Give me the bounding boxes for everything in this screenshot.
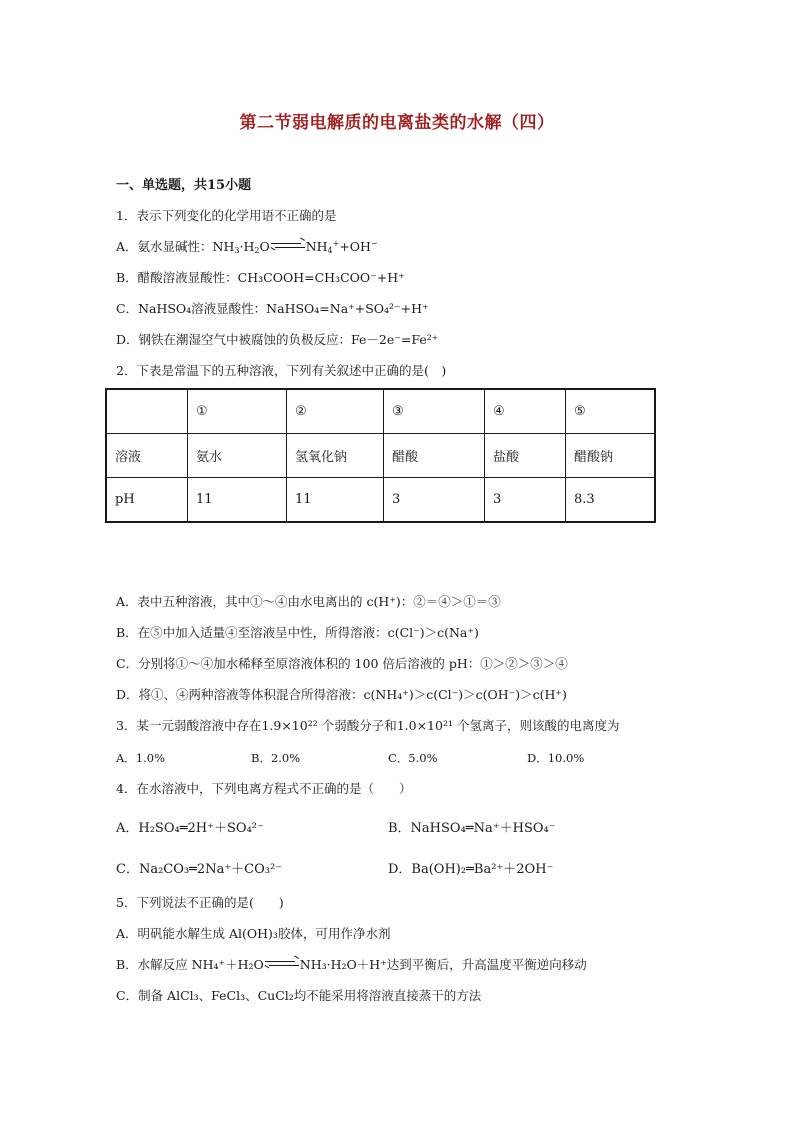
table-cell: 溶液	[106, 434, 188, 478]
table-cell: 8.3	[566, 478, 656, 523]
q4-option-a: A．H₂SO₄═2H⁺＋SO₄²⁻	[116, 821, 264, 836]
table-row	[106, 389, 655, 434]
reversible-arrow-icon	[271, 241, 305, 251]
q3-option-c: C．5.0%	[388, 751, 438, 765]
table-cell: ①	[188, 389, 287, 434]
q3-stem: 3．某一元弱酸溶液中存在1.9×10²² 个弱酸分子和1.0×10²¹ 个氢离子，则该酸的电离度为	[116, 718, 620, 733]
table-cell: ③	[384, 389, 485, 434]
q3-option-b: B．2.0%	[251, 751, 301, 765]
q4-option-d: D．Ba(OH)₂═Ba²⁺＋2OH⁻	[388, 862, 554, 877]
table-cell	[106, 389, 188, 434]
q1-option-d: D．钢铁在潮湿空气中被腐蚀的负极反应：Fe－2e⁻=Fe²⁺	[116, 332, 439, 347]
table-cell: 3	[384, 478, 485, 523]
table-cell: ⑤	[566, 389, 656, 434]
q1-stem: 1．表示下列变化的化学用语不正确的是	[116, 208, 337, 223]
q2-stem: 2．下表是常温下的五种溶液，下列有关叙述中正确的是( )	[116, 363, 447, 378]
table-cell: 11	[188, 478, 287, 523]
solutions-table	[105, 388, 656, 523]
table-cell: 醋酸钠	[566, 434, 656, 478]
q1-option-b: B．醋酸溶液显酸性：CH₃COOH=CH₃COO⁻+H⁺	[116, 270, 405, 285]
table-cell: 氢氧化钠	[287, 434, 384, 478]
q2-option-b: B．在⑤中加入适量④至溶液呈中性，所得溶液：c(Cl⁻)＞c(Na⁺)	[116, 625, 479, 640]
table-cell: ④	[485, 389, 566, 434]
q5-option-c: C．制备 AlCl₃、FeCl₃、CuCl₂均不能采用将溶液直接蒸干的方法	[116, 988, 482, 1003]
q3-option-a: A．1.0%	[116, 751, 166, 765]
table-cell: 氨水	[188, 434, 287, 478]
section-heading: 一、单选题，共15小题	[116, 178, 252, 193]
q2-option-d: D．将①、④两种溶液等体积混合所得溶液：c(NH₄⁺)＞c(Cl⁻)＞c(OH⁻)＞c(H⁺)	[116, 687, 567, 702]
table-cell: pH	[106, 478, 188, 523]
q3-option-d: D．10.0%	[527, 751, 585, 765]
q5-option-b: B．水解反应 NH₄⁺＋H₂O NH₃·H₂O＋H⁺达到平衡后，升高温度平衡逆向移动	[116, 957, 587, 972]
table-cell: ②	[287, 389, 384, 434]
q1-option-c: C．NaHSO₄溶液显酸性：NaHSO₄=Na⁺+SO₄²⁻+H⁺	[116, 301, 429, 316]
table-cell: 醋酸	[384, 434, 485, 478]
q4-stem: 4．在水溶液中，下列电离方程式不正确的是（ ）	[116, 781, 412, 796]
q4-option-c: C．Na₂CO₃═2Na⁺＋CO₃²⁻	[116, 862, 283, 877]
table-row	[106, 478, 655, 523]
table-cell: 11	[287, 478, 384, 523]
q5-stem: 5．下列说法不正确的是( )	[116, 895, 284, 910]
q2-option-c: C．分别将①～④加水稀释至原溶液体积的 100 倍后溶液的 pH：①＞②＞③＞④	[116, 656, 568, 671]
table-cell: 盐酸	[485, 434, 566, 478]
reversible-arrow-icon	[265, 959, 299, 969]
q1-option-a: A．氨水显碱性：$NH_3\cdot H_2O$ $NH_4^++OH^-$	[116, 239, 378, 255]
table-row	[106, 434, 655, 478]
page-title: 第二节弱电解质的电离盐类的水解（四）	[239, 113, 555, 133]
q4-option-b: B．NaHSO₄═Na⁺＋HSO₄⁻	[388, 821, 556, 836]
q5-option-a: A．明矾能水解生成 Al(OH)₃胶体，可用作净水剂	[116, 926, 391, 941]
q2-option-a: A．表中五种溶液，其中①～④由水电离出的 c(H⁺)：②＝④＞①＝③	[116, 594, 501, 609]
table-cell: 3	[485, 478, 566, 523]
